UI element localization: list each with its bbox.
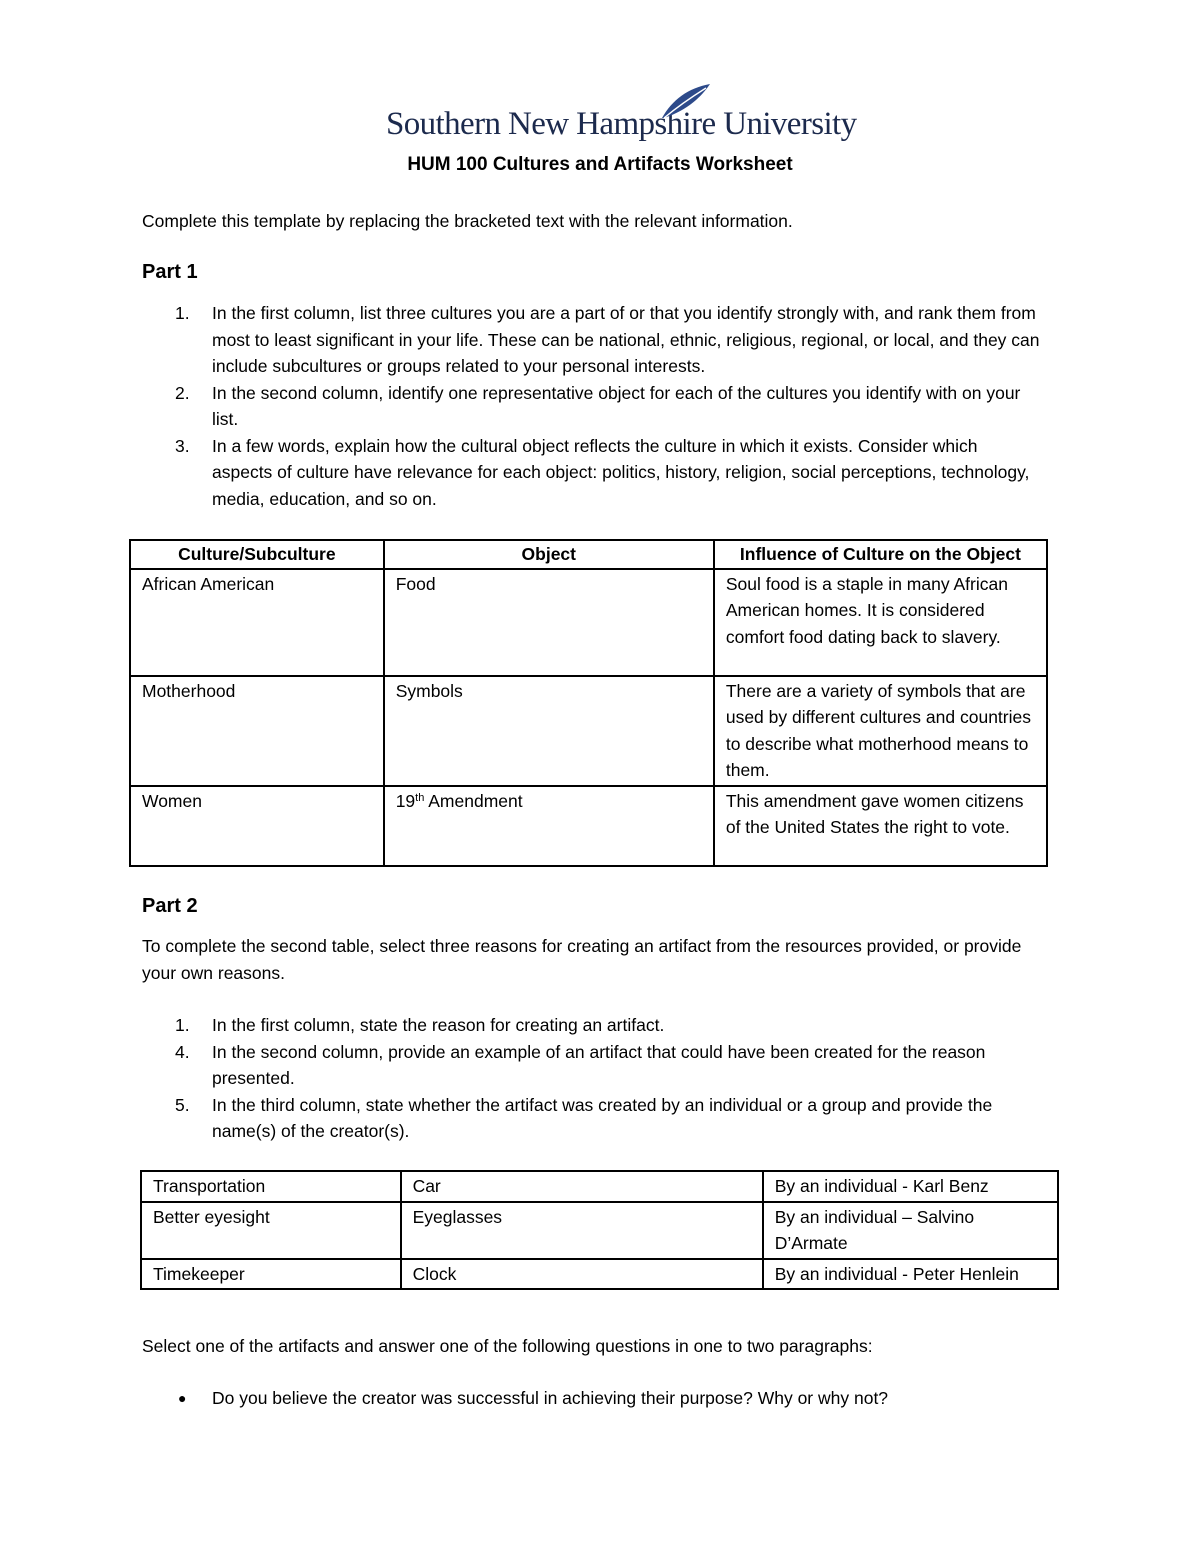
- list-item: 1. In the first column, state the reason for creating an artifact.: [175, 1015, 665, 1035]
- table-row: [130, 676, 1047, 786]
- reason-cell: Transportation: [141, 1171, 401, 1202]
- artifact-cell: Clock: [401, 1259, 763, 1290]
- logo-text: Southern New Hampshire University: [386, 106, 857, 142]
- culture-cell: Motherhood: [130, 676, 384, 786]
- list-item: 1. In the first column, list three cultures you are a part of or that you identify strongly with, and rank them from most to least significant in your life. These can be national, ethnic, religious, regional, or local, and they can include subcultures or groups related to your personal interests.: [175, 303, 1040, 376]
- part1-heading: Part 1: [142, 261, 198, 283]
- creator-cell: By an individual - Karl Benz: [763, 1171, 1058, 1202]
- column-header: Object: [384, 540, 714, 569]
- reason-cell: Timekeeper: [141, 1259, 401, 1290]
- influence-cell: There are a variety of symbols that are used by different cultures and countries to describe what motherhood means to them.: [714, 676, 1047, 786]
- bullet-item: ● Do you believe the creator was successful in achieving their purpose? Why or why not?: [140, 1385, 888, 1412]
- page-title: HUM 100 Cultures and Artifacts Worksheet: [407, 154, 793, 175]
- culture-cell: African American: [130, 569, 384, 676]
- artifact-cell: Car: [401, 1171, 763, 1202]
- influence-cell: Soul food is a staple in many African American homes. It is considered comfort food dating back to slavery.: [714, 569, 1047, 676]
- culture-cell: Women: [130, 786, 384, 866]
- artifact-cell: Eyeglasses: [401, 1202, 763, 1259]
- list-item: 4. In the second column, provide an example of an artifact that could have been created for the reason presented.: [175, 1041, 986, 1088]
- part2-steps: [140, 1012, 1040, 1145]
- object-cell: Food: [384, 569, 714, 676]
- part1-steps: [140, 300, 1040, 512]
- table-row: [141, 1202, 1058, 1259]
- table-row: [141, 1171, 1058, 1202]
- feather-leaf-icon: [654, 82, 714, 122]
- column-header: Culture/Subculture: [130, 540, 384, 569]
- part2-heading: Part 2: [142, 895, 198, 917]
- influence-cell: This amendment gave women citizens of the United States the right to vote.: [714, 786, 1047, 866]
- bullet-icon: ●: [178, 1390, 187, 1406]
- part2-intro: To complete the second table, select three reasons for creating an artifact from the resources provided, or provide your own reasons.: [142, 936, 1022, 983]
- list-item: 3. In a few words, explain how the cultural object reflects the culture in which it exists. Consider which aspects of culture have relevance for each object: politics, history, religion, social perceptions, technology, media, education, and so on.: [175, 435, 1030, 509]
- creator-cell: By an individual – Salvino D’Armate: [763, 1202, 1058, 1259]
- table-row: [141, 1259, 1058, 1290]
- intro-text: Complete this template by replacing the bracketed text with the relevant information.: [142, 211, 793, 231]
- object-cell: Symbols: [384, 676, 714, 786]
- column-header: Influence of Culture on the Object: [714, 540, 1047, 569]
- table-header-row: [130, 540, 1047, 569]
- culture-table: [129, 539, 1048, 867]
- list-item: 2. In the second column, identify one representative object for each of the cultures you identify with on your list.: [175, 382, 1021, 429]
- question-prompt: Select one of the artifacts and answer one of the following questions in one to two paragraphs:: [142, 1336, 873, 1356]
- creator-cell: By an individual - Peter Henlein: [763, 1259, 1058, 1290]
- reason-cell: Better eyesight: [141, 1202, 401, 1259]
- university-logo: [386, 82, 857, 144]
- table-row: [130, 786, 1047, 866]
- object-cell: 19th Amendment: [384, 786, 714, 866]
- table-row: [130, 569, 1047, 676]
- artifact-table: [140, 1170, 1059, 1290]
- list-item: 5. In the third column, state whether the artifact was created by an individual or a group and provide the name(s) of the creator(s).: [175, 1094, 993, 1141]
